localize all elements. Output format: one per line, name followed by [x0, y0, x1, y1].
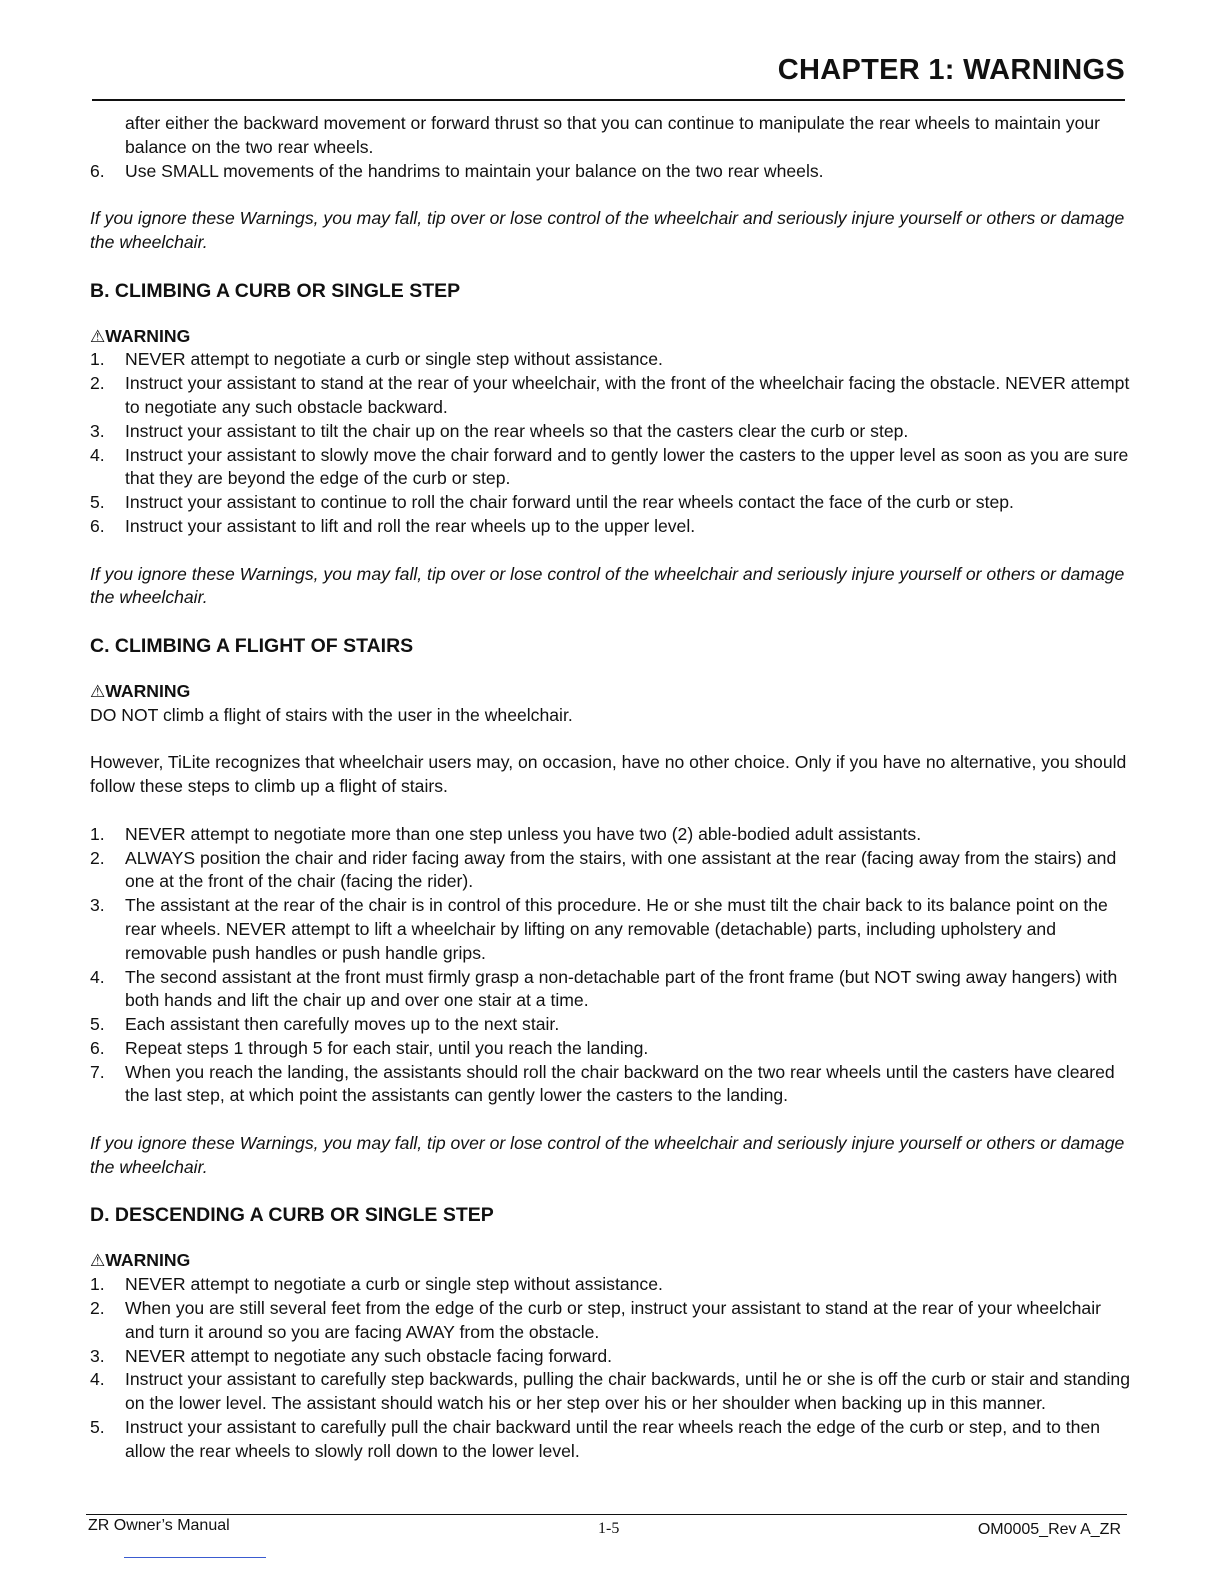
list-text: NEVER attempt to negotiate more than one step unless you have two (2) able-bodied adult assistants. [125, 823, 922, 844]
page-content [90, 112, 1130, 1464]
list-item [90, 1416, 1130, 1464]
list-number: 4. [90, 1369, 105, 1390]
list-text: Repeat steps 1 through 5 for each stair, until you reach the landing. [125, 1037, 649, 1058]
list-number: 6. [90, 515, 105, 536]
list-text: Instruct your assistant to tilt the chair up on the rear wheels so that the casters clear the curb or step. [125, 420, 909, 441]
list-number: 6. [90, 1037, 105, 1058]
warning-text: WARNING [105, 680, 191, 701]
list-text: Instruct your assistant to stand at the rear of your wheelchair, with the front of the wheelchair facing the obstacle. NEVER attempt to negotiate any such obstacle backward. [125, 373, 1130, 417]
list-item [90, 1368, 1130, 1416]
warning-label [90, 1249, 1130, 1273]
warning-label [90, 680, 1130, 704]
list-item [90, 966, 1130, 1014]
list-number: 3. [90, 895, 105, 916]
list-item [90, 515, 1130, 539]
list-text: Instruct your assistant to continue to roll the chair forward until the rear wheels contact the face of the curb or step. [125, 492, 1014, 513]
list-item [90, 1061, 1130, 1109]
list-number: 4. [90, 966, 105, 987]
list-text: Instruct your assistant to carefully pull the chair backward until the rear wheels reach the edge of the curb or step, and to then allow the rear wheels to slowly roll down to the lower level. [125, 1417, 1101, 1461]
section-d-list [90, 1273, 1130, 1463]
footer-divider [86, 1514, 1127, 1515]
consequence-note: If you ignore these Warnings, you may fall, tip over or lose control of the wheelchair and seriously injure yourself or others or damage the wheelchair. [90, 563, 1125, 608]
list-item [90, 491, 1130, 515]
list-text: Use SMALL movements of the handrims to maintain your balance on the two rear wheels. [125, 160, 824, 181]
continued-list-text: after either the backward movement or forward thrust so that you can continue to manipulate the rear wheels to maintain your balance on the two rear wheels. [125, 113, 1101, 157]
list-text: Instruct your assistant to slowly move the chair forward and to gently lower the casters to the upper level as soon as you are sure that they are beyond the edge of the curb or step. [125, 444, 1129, 489]
list-text: NEVER attempt to negotiate a curb or single step without assistance. [125, 349, 663, 370]
list-number: 5. [90, 492, 105, 513]
list-number: 2. [90, 847, 105, 868]
list-number: 7. [90, 1061, 105, 1082]
link-underline [124, 1557, 266, 1558]
list-number: 5. [90, 1417, 105, 1438]
section-heading-b: B. CLIMBING A CURB OR SINGLE STEP [90, 279, 461, 302]
list-text: When you reach the landing, the assistants should roll the chair backward on the two rear wheels until the casters have cleared the last step, at which point the assistants can gently lower the casters to the landing. [125, 1061, 1115, 1106]
list-text: NEVER attempt to negotiate any such obstacle facing forward. [125, 1345, 613, 1366]
list-text: The assistant at the rear of the chair is in control of this procedure. He or she must tilt the chair back to its balance point on the rear wheels. NEVER attempt to lift a wheelchair by lifting on any removable (detachable) parts, including upholstery and removable push handles or push handle grips. [125, 895, 1108, 963]
list-item [90, 420, 1130, 444]
list-text: Each assistant then carefully moves up to the next stair. [125, 1014, 560, 1035]
list-number: 2. [90, 373, 105, 394]
warning-triangle-icon: ⚠ [90, 681, 106, 701]
section-b-list [90, 348, 1130, 538]
list-text: NEVER attempt to negotiate a curb or single step without assistance. [125, 1274, 663, 1295]
body-paragraph: However, TiLite recognizes that wheelchair users may, on occasion, have no other choice. Only if you have no alternative, you should follow these steps to climb up a flight of stairs. [90, 752, 1127, 797]
list-item [90, 444, 1130, 492]
list-text: Instruct your assistant to carefully step backwards, pulling the chair backwards, until he or she is off the curb or stair and standing on the lower level. The assistant should watch his or her step over his or her shoulder when backing up in this manner. [125, 1369, 1130, 1414]
header-divider [92, 99, 1125, 101]
list-item [90, 1013, 1130, 1037]
list-number: 3. [90, 420, 105, 441]
list-number: 4. [90, 444, 105, 465]
list-item [90, 1297, 1130, 1345]
warning-text: WARNING [105, 325, 191, 346]
warning-statement: DO NOT climb a flight of stairs with the user in the wheelchair. [90, 704, 573, 725]
list-item [90, 372, 1130, 420]
consequence-note: If you ignore these Warnings, you may fall, tip over or lose control of the wheelchair and seriously injure yourself or others or damage the wheelchair. [90, 1133, 1125, 1177]
list-number: 5. [90, 1014, 105, 1035]
list-text: ALWAYS position the chair and rider facing away from the stairs, with one assistant at the rear (facing away from the stairs) and one at the front of the chair (facing the rider). [125, 847, 1117, 892]
warning-text: WARNING [105, 1250, 191, 1271]
warning-label [90, 325, 1130, 349]
section-c-list [90, 823, 1130, 1109]
list-item [90, 1273, 1130, 1297]
list-item [90, 1037, 1130, 1061]
list-number: 6. [90, 160, 105, 181]
list-item [90, 847, 1130, 895]
list-number: 3. [90, 1345, 105, 1366]
footer-manual-title: ZR Owner’s Manual [88, 1517, 230, 1534]
list-item [90, 894, 1130, 965]
list-number: 1. [90, 1274, 105, 1295]
section-heading-d: D. DESCENDING A CURB OR SINGLE STEP [90, 1204, 494, 1227]
list-number: 1. [90, 823, 105, 844]
warning-triangle-icon: ⚠ [90, 1251, 106, 1271]
consequence-note: If you ignore these Warnings, you may fall, tip over or lose control of the wheelchair and seriously injure yourself or others or damage the wheelchair. [90, 208, 1125, 252]
chapter-title: CHAPTER 1: WARNINGS [777, 54, 1125, 86]
warning-triangle-icon: ⚠ [90, 326, 106, 346]
list-number: 2. [90, 1298, 105, 1319]
page-number: 1-5 [598, 1520, 620, 1537]
list-item [90, 348, 1130, 372]
list-item [90, 160, 1130, 184]
list-number: 1. [90, 349, 105, 370]
list-text: When you are still several feet from the edge of the curb or step, instruct your assistant to stand at the rear of your wheelchair and turn it around so you are facing AWAY from the obstacle. [125, 1298, 1101, 1342]
section-heading-c: C. CLIMBING A FLIGHT OF STAIRS [90, 634, 414, 657]
list-item [90, 823, 1130, 847]
list-item [90, 1345, 1130, 1369]
document-code: OM0005_Rev A_ZR [977, 1521, 1121, 1538]
list-text: The second assistant at the front must firmly grasp a non-detachable part of the front frame (but NOT swing away hangers) with both hands and lift the chair up and over one stair at a time. [125, 966, 1118, 1011]
list-text: Instruct your assistant to lift and roll the rear wheels up to the upper level. [125, 515, 696, 536]
